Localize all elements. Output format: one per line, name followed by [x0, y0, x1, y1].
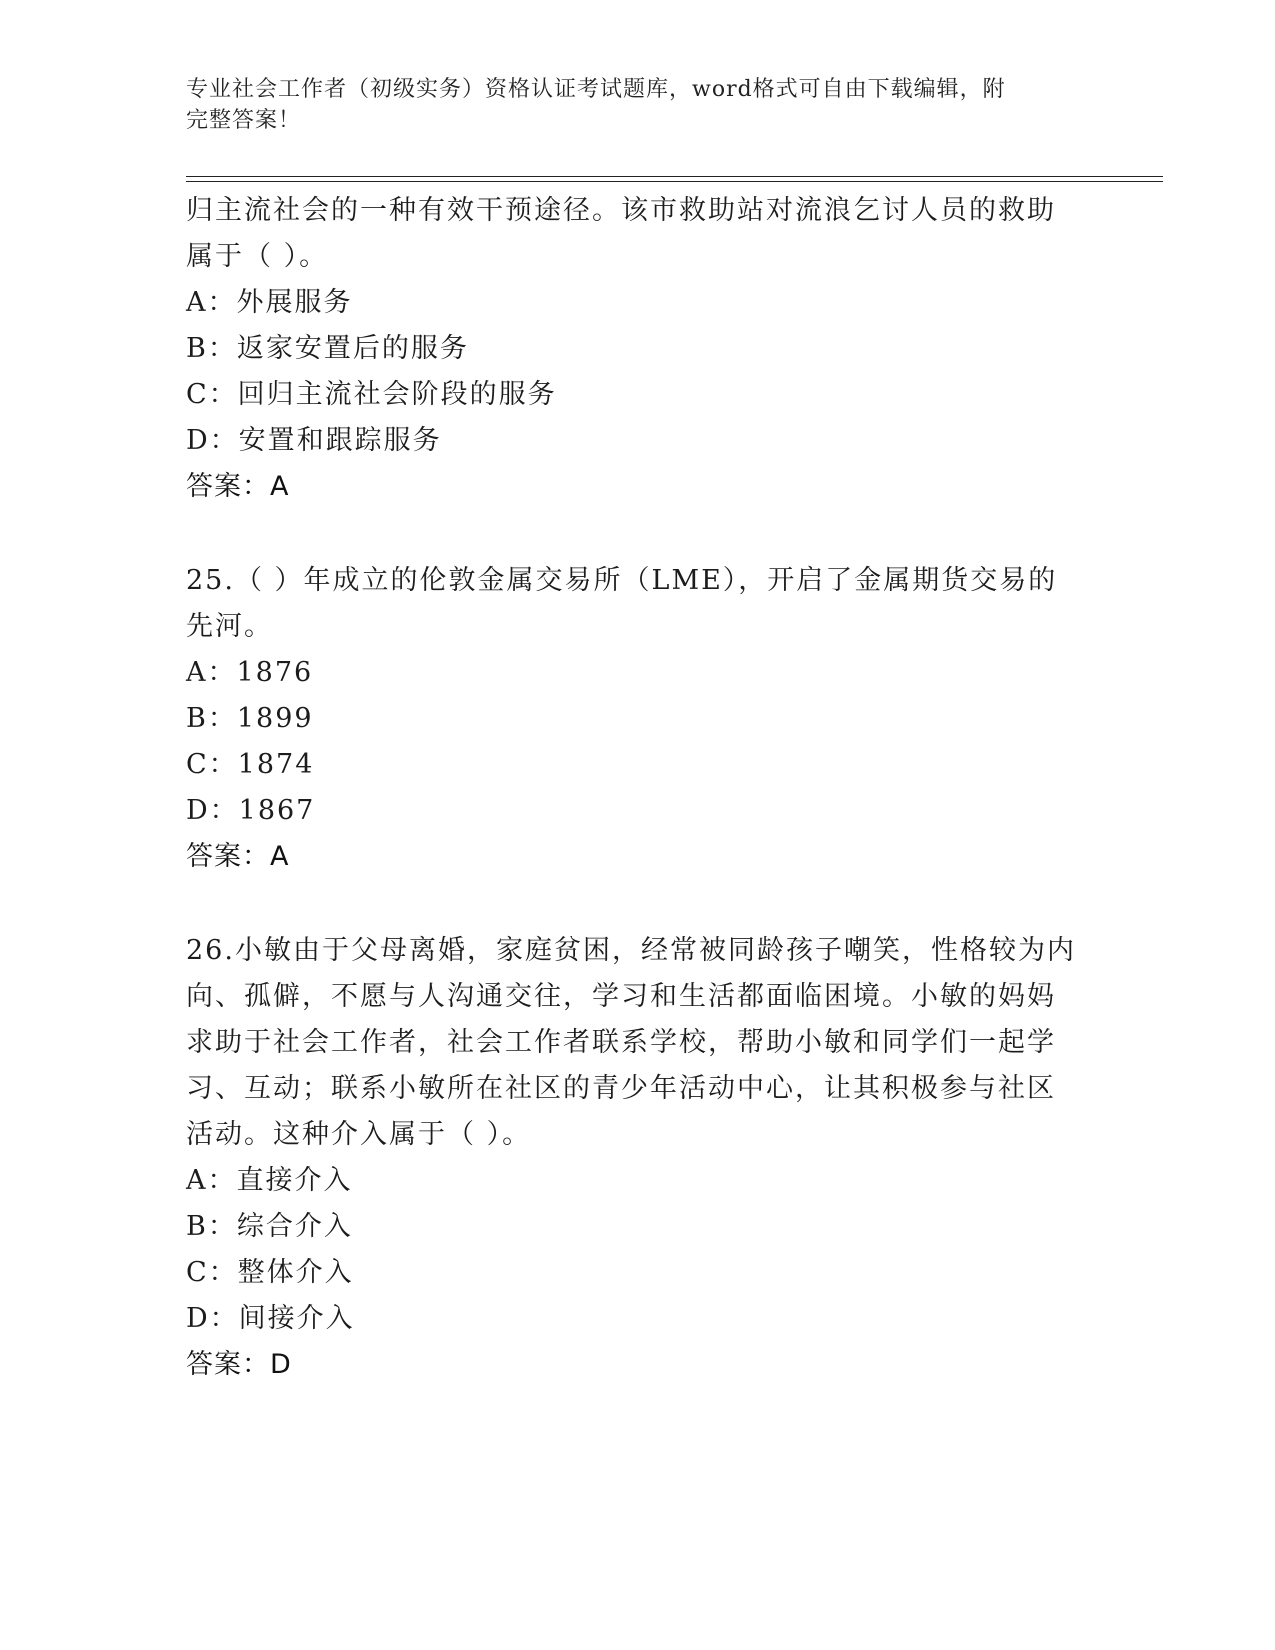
question-text: 习、互动；联系小敏所在社区的青少年活动中心，让其积极参与社区 — [186, 1073, 1056, 1104]
answer: 答案：D — [186, 1349, 292, 1380]
option-c: C：回归主流社会阶段的服务 — [186, 379, 557, 410]
question-list — [186, 188, 1086, 1436]
answer: 答案：A — [186, 471, 290, 502]
option-a: A：1876 — [186, 657, 314, 688]
question-item — [186, 188, 1086, 510]
option-b: B：1899 — [186, 703, 314, 734]
question-text: 25.（ ）年成立的伦敦金属交易所（LME），开启了金属期货交易的 — [186, 565, 1058, 596]
question-text: 归主流社会的一种有效干预途径。该市救助站对流浪乞讨人员的救助 — [186, 195, 1056, 226]
question-text: 属于（ ）。 — [186, 241, 329, 272]
header-rule-bottom — [186, 181, 1163, 182]
question-text: 26.小敏由于父母离婚，家庭贫困，经常被同龄孩子嘲笑，性格较为内 — [186, 935, 1076, 966]
option-c: C：1874 — [186, 749, 315, 780]
question-text: 向、孤僻，不愿与人沟通交往，学习和生活都面临困境。小敏的妈妈 — [186, 981, 1056, 1012]
question-text: 求助于社会工作者，社会工作者联系学校，帮助小敏和同学们一起学 — [186, 1027, 1056, 1058]
option-d: D：1867 — [186, 795, 316, 826]
question-item — [186, 558, 1086, 880]
header-line-2: 完整答案！ — [186, 108, 302, 133]
option-b: B：综合介入 — [186, 1211, 353, 1242]
option-a: A：外展服务 — [186, 287, 353, 318]
header-rule-top — [186, 176, 1163, 177]
header-line-1: 专业社会工作者（初级实务）资格认证考试题库，word格式可自由下载编辑，附 — [186, 77, 1006, 102]
option-c: C：整体介入 — [186, 1257, 354, 1288]
question-text: 先河。 — [186, 611, 273, 642]
option-a: A：直接介入 — [186, 1165, 353, 1196]
question-text: 活动。这种介入属于（ ）。 — [186, 1119, 532, 1150]
option-b: B：返家安置后的服务 — [186, 333, 469, 364]
document-header — [186, 74, 1086, 136]
option-d: D：安置和跟踪服务 — [186, 425, 442, 456]
question-item — [186, 928, 1086, 1388]
answer: 答案：A — [186, 841, 290, 872]
option-d: D：间接介入 — [186, 1303, 355, 1334]
